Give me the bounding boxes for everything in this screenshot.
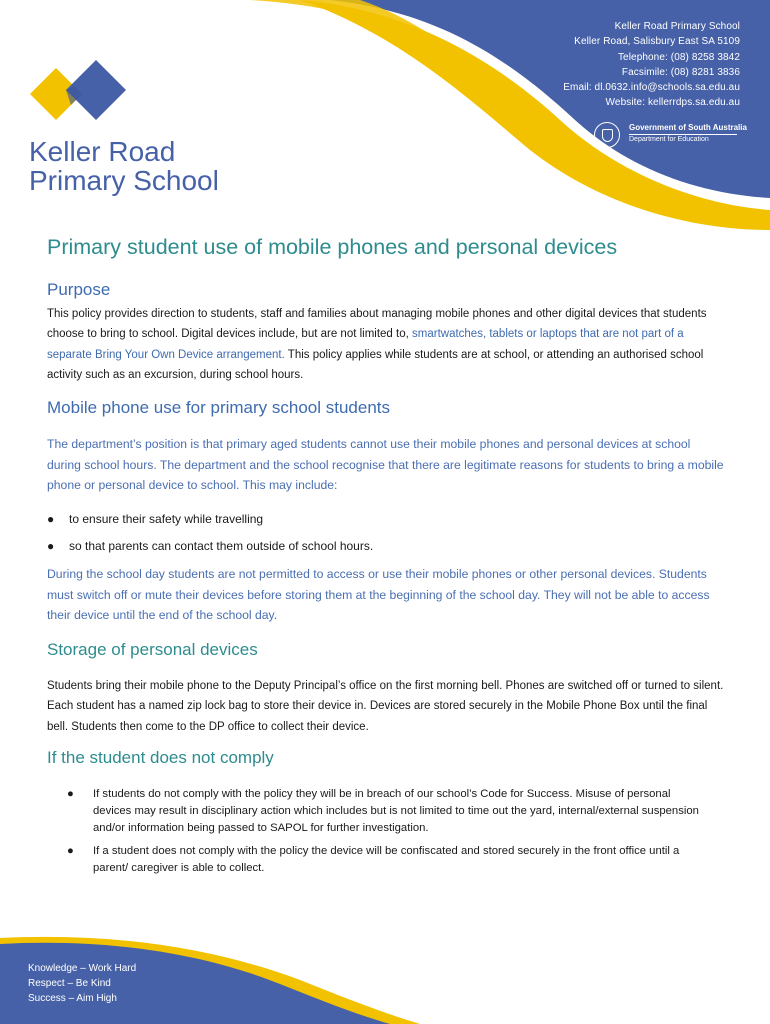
bullet-icon: ● [47,512,55,526]
comply-item-text: If a student does not comply with the policy the device will be confiscated and stored securely in the front office until a parent/ caregiver is able to collect. [93,845,680,874]
contact-facsimile: Facsimile: (08) 8281 3836 [621,66,740,78]
purpose-text-end: This policy applies while students are at school, or attending an authorised school activity such as an excursion, during school hours. [47,348,704,381]
department-name: Department for Education [629,136,709,143]
mobile-use-intro: The department’s position is that primary aged students cannot use their mobile phones and personal devices at school during school hours. The department and the school recognise that there are legitimate reasons for students to bring a mobile phone or personal device to school. This may include: [47,437,724,493]
motto-respect: Respect – Be Kind [28,978,111,989]
sa-crest-icon [594,122,620,148]
school-motto [28,961,136,1006]
contact-address: Keller Road, Salisbury East SA 5109 [574,36,740,48]
school-contact-block [563,19,740,111]
comply-heading: If the student does not comply [47,748,274,767]
motto-knowledge: Knowledge – Work Hard [28,963,137,974]
purpose-text-start: This policy provides direction to students, staff and families about managing mobile phones and other digital devices that students choose to bring to school. Digital devices include, but are not limited to, [47,308,707,341]
school-day-paragraph: During the school day students are not permitted to access or use their mobile phones or other personal devices. Students must switch off or mute their devices before storing them at the beginning of the school day. They will not be able to access their device until the end of the school day. [47,567,710,623]
comply-list [67,786,711,883]
list-item [67,786,711,837]
purpose-paragraph [47,304,727,385]
storage-heading: Storage of personal devices [47,640,258,659]
school-name-wordmark [29,137,219,195]
school-name-line-2: Primary School [29,165,219,196]
contact-website: Website: kellerrdps.sa.edu.au [605,97,740,109]
list-item [47,539,373,553]
list-item [67,843,711,877]
government-divider [629,134,737,135]
contact-school-name: Keller Road Primary School [614,21,740,32]
bullet-icon: ● [67,788,74,800]
storage-paragraph: Students bring their mobile phone to the Deputy Principal’s office on the first morning bell. Phones are switched off or turned to silent. Each student has a named zip lock bag to store their device in. Devices are stored securely in the Mobile Phone Box until the final bell. Students then come to the DP office to collect their device. [47,680,724,733]
purpose-device-list: smartwatches, tablets or laptops that are not part of a separate Bring Your Own Device arrangement. [47,328,684,361]
bullet-text: so that parents can contact them outside of school hours. [69,539,374,553]
mobile-use-heading: Mobile phone use for primary school students [47,398,391,417]
school-logo-diamonds-icon [26,58,136,138]
comply-item-text: If students do not comply with the policy they will be in breach of our school’s Code for Success. Misuse of personal devices may result in disciplinary action which includes but is not limited to time out the yard, internal/external suspension and/or information being passed to SAPOL for further investigation. [93,788,699,834]
government-name: Government of South Australia [629,123,747,132]
school-name-line-1: Keller Road [29,136,176,167]
purpose-heading: Purpose [47,280,111,299]
motto-success: Success – Aim High [28,993,117,1004]
bullet-icon: ● [47,539,55,553]
list-item [47,512,263,526]
document-title: Primary student use of mobile phones and personal devices [47,235,618,259]
contact-email: Email: dl.0632.info@schools.sa.edu.au [563,82,740,94]
bullet-text: to ensure their safety while travelling [69,512,264,526]
bullet-icon: ● [67,845,74,857]
contact-telephone: Telephone: (08) 8258 3842 [617,51,740,63]
government-logo [594,122,747,152]
